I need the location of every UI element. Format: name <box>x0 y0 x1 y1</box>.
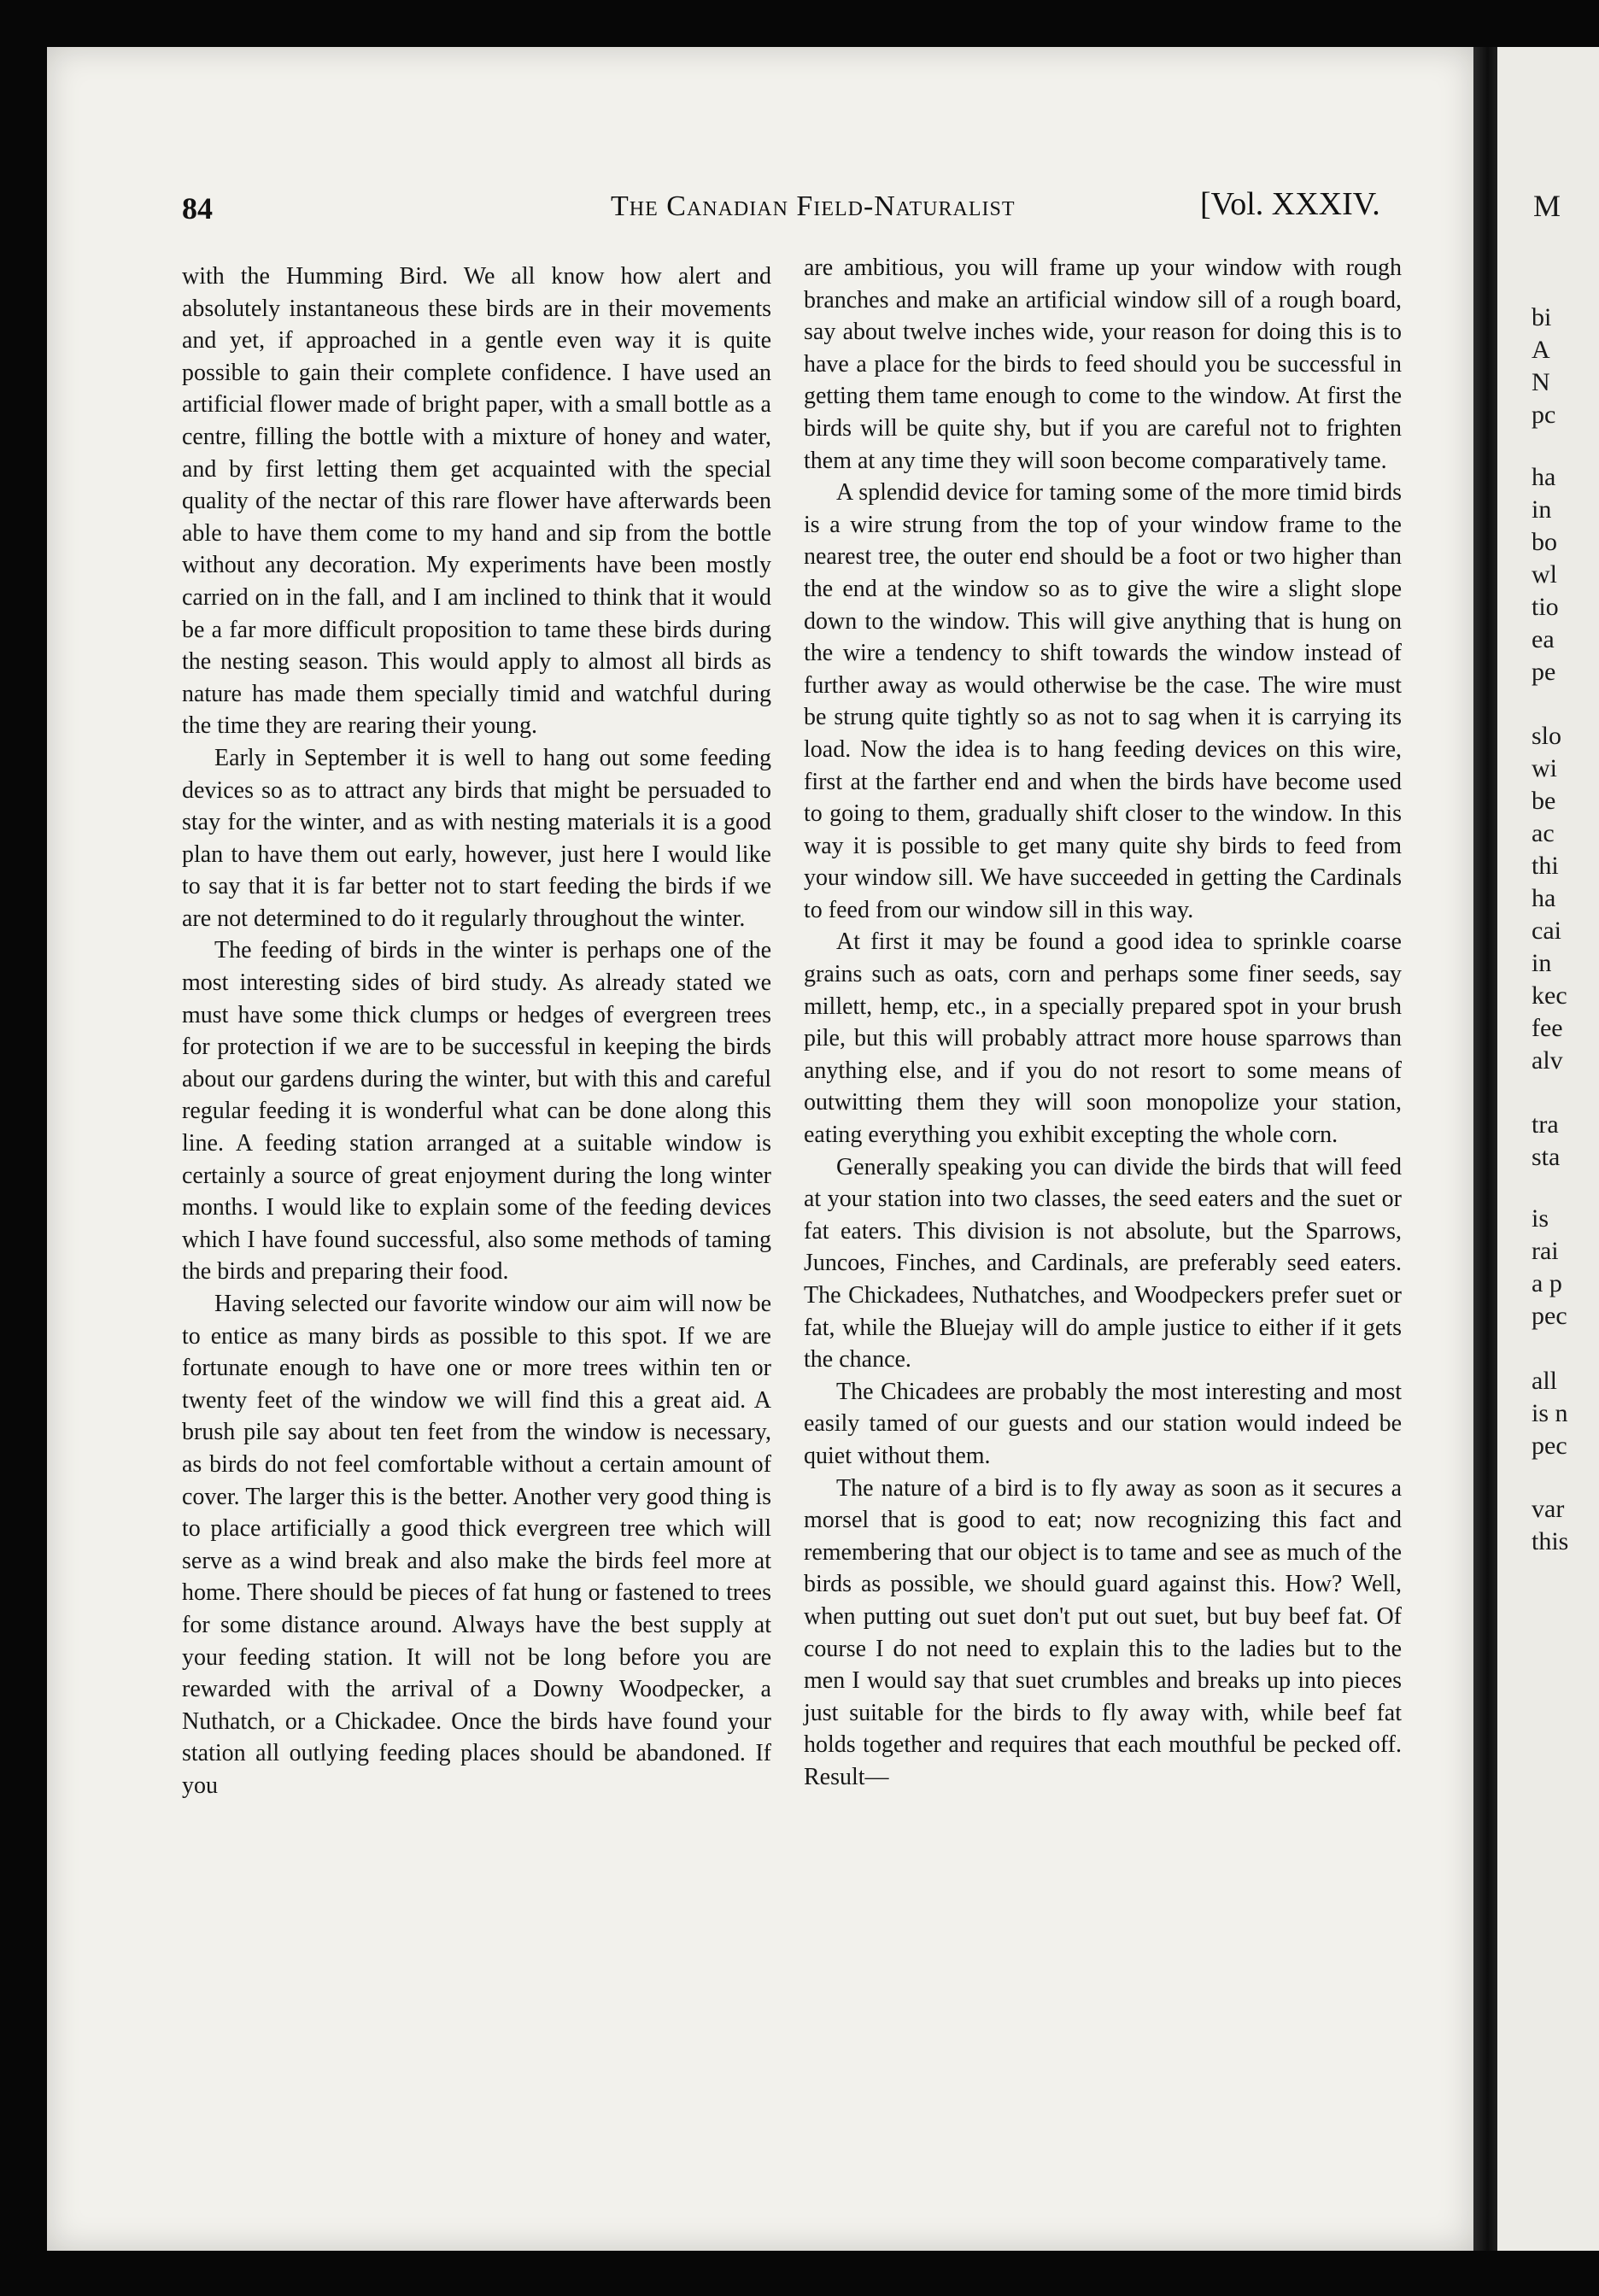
page-number: 84 <box>182 191 213 226</box>
paragraph: Generally speaking you can divide the birds that will feed at your station into two classes, the seed eaters and the suet or fat eaters. This division is not absolute, but the Sparrows, Juncoes, Finches, and Cardinals, are preferably seed eaters. The Chickadees, Nuthatches, and Woodpeckers prefer suet or fat, while the Bluejay will do ample justice to either if it gets the chance. <box>804 1153 1402 1374</box>
next-page-fragment: bi <box>1532 303 1552 331</box>
next-page-fragment: pec <box>1532 1302 1567 1330</box>
paragraph: The feeding of birds in the winter is perhaps one of the most interesting sides of bird study. As already stated we must have some thick clumps or hedges of evergreen trees for protection if we are to be successful in keeping the birds about our gardens during the winter, but with this and careful regular feeding it is wonderful what can be done along this line. A feeding station arranged at a suitable window is certainly a source of great enjoyment during the long winter months. I would like to explain some of the feeding devices which I have found successful, also some methods of taming the birds and preparing their food. <box>182 937 771 1286</box>
book-gutter <box>1473 47 1497 2251</box>
next-page-fragment: slo <box>1532 722 1562 750</box>
paragraph: Having selected our favorite window our aim will now be to entice as many birds as possible to this spot. If we are fortunate enough to have one or more trees within ten or twenty feet of the window we will find this a great aid. A brush pile say about ten feet from the window is necessary, as birds do not feel comfortable without a certain amount of cover. The larger this is the better. Another very good thing is to place artificially a good thick evergreen tree which will serve as a wind break and also make the birds feel more at home. There should be pieces of fat hung or fastened to trees for some distance around. Always have the best supply at your feeding station. It will not be long before you are rewarded with the arrival of a Downy Woodpecker, a Nuthatch, or a Chickadee. Once the birds have found your station all outlying feeding places should be abandoned. If you <box>182 1291 771 1799</box>
next-page-fragment: wi <box>1532 754 1557 782</box>
next-page-fragment: pec <box>1532 1432 1567 1460</box>
next-page-edge <box>1497 47 1599 2251</box>
next-page-fragment: pe <box>1532 658 1556 686</box>
paragraph: The nature of a bird is to fly away as soon as it secures a morsel that is good to eat; now recognizing this fact and remembering that our object is to tame and see as much of the birds as possible, we should guard against this. How? Well, when putting out suet don't put out suet, but buy beef fat. Of course I do not need to explain this to the ladies but to the men I would say that suet crumbles and breaks up into pieces just suitable for the birds to fly away with, while beef fat holds together and requires that each mouthful be pecked off. Result— <box>804 1474 1402 1790</box>
next-page-fragment: is n <box>1532 1399 1568 1427</box>
next-page-fragment: in <box>1532 495 1552 524</box>
next-page-fragment: M <box>1533 189 1561 223</box>
next-page-fragment: alv <box>1532 1046 1563 1075</box>
next-page-fragment: var <box>1532 1495 1565 1523</box>
paragraph: The Chicadees are probably the most interesting and most easily tamed of our guests and our station would indeed be quiet without them. <box>804 1378 1402 1469</box>
journal-title: The Canadian Field-Naturalist <box>611 190 1016 222</box>
next-page-fragment: all <box>1532 1367 1557 1395</box>
paragraph: A splendid device for taming some of the more timid birds is a wire strung from the top of your window frame to the nearest tree, the outer end should be a foot or two higher than the end at the window so as to give the wire a slight slope down to the window. This will give anything that is hung on the wire a tendency to shift towards the window instead of further away as would otherwise be the case. The wire must be strung quite tightly so as not to sag when it is carrying its load. Now the idea is to hang feeding devices on this wire, first at the farther end and when the birds have become used to going to them, gradually shift closer to the window. In this way it is possible to get many quite shy birds to feed from your window sill. We have succeeded in getting the Cardinals to feed from our window sill in this way. <box>804 479 1402 923</box>
next-page-fragment: this <box>1532 1527 1569 1555</box>
next-page-fragment: be <box>1532 787 1556 815</box>
next-page-fragment: thi <box>1532 852 1559 880</box>
next-page-fragment: tra <box>1532 1110 1559 1139</box>
next-page-fragment: ha <box>1532 463 1556 491</box>
right-column <box>804 252 1402 1794</box>
next-page-fragment: ac <box>1532 819 1555 847</box>
next-page-fragment: cai <box>1532 917 1561 945</box>
next-page-fragment: ha <box>1532 884 1556 912</box>
next-page-fragment: tio <box>1532 593 1559 621</box>
next-page-fragment: rai <box>1532 1237 1559 1265</box>
next-page-fragment: ea <box>1532 625 1555 653</box>
next-page-fragment: N <box>1532 368 1550 396</box>
next-page-fragment: wl <box>1532 560 1557 589</box>
paragraph: with the Humming Bird. We all know how alert and absolutely instantaneous these birds are in their movements and yet, if approached in a gentle even way it is quite possible to gain their complete confidence. I have used an artificial flower made of bright paper, with a small bottle as a centre, filling the bottle with a mixture of honey and water, and by first letting them get acquainted with the special quality of the nectar of this rare flower have afterwards been able to have them come to my hand and sip from the bottle without any decoration. My experiments have been mostly carried on in the fall, and I am inclined to think that it would be a far more difficult proposition to tame these birds during the nesting season. This would apply to almost all birds as nature has made them specially timid and watchful during the time they are rearing their young. <box>182 263 771 740</box>
next-page-fragment: in <box>1532 949 1552 977</box>
paragraph: are ambitious, you will frame up your window with rough branches and make an artificial window sill of a rough board, say about twelve inches wide, your reason for doing this is to have a place for the birds to feed should you be successful in getting them tame enough to come to the window. At first the birds will be quite shy, but if you are careful not to frighten them at any time they will soon become comparatively tame. <box>804 255 1402 474</box>
next-page-fragment: pc <box>1532 401 1556 429</box>
paragraph: Early in September it is well to hang out some feeding devices so as to attract any birds that might be persuaded to stay for the winter, and as with nesting materials it is a good plan to have them out early, however, just here I would like to say that it is far better not to start feeding the birds if we are not determined to do it regularly throughout the winter. <box>182 744 771 932</box>
next-page-fragment: is <box>1532 1204 1549 1233</box>
next-page-fragment: a p <box>1532 1269 1562 1297</box>
next-page-fragment: A <box>1532 336 1550 364</box>
next-page-fragment: bo <box>1532 528 1557 556</box>
paragraph: At first it may be found a good idea to sprinkle coarse grains such as oats, corn and perhaps some finer seeds, say millett, hemp, etc., in a specially prepared spot in your brush pile, but this will probably attract more house sparrows than anything else, and if you do not resort to some means of outwitting them they will soon monopolize your station, eating everything you exhibit excepting the whole corn. <box>804 928 1402 1149</box>
left-column <box>182 261 771 1802</box>
next-page-fragment: kec <box>1532 981 1567 1010</box>
next-page-fragment: fee <box>1532 1014 1563 1042</box>
next-page-fragment: sta <box>1532 1143 1561 1171</box>
journal-page <box>47 47 1473 2251</box>
volume-label: [Vol. XXXIV. <box>1200 186 1380 222</box>
